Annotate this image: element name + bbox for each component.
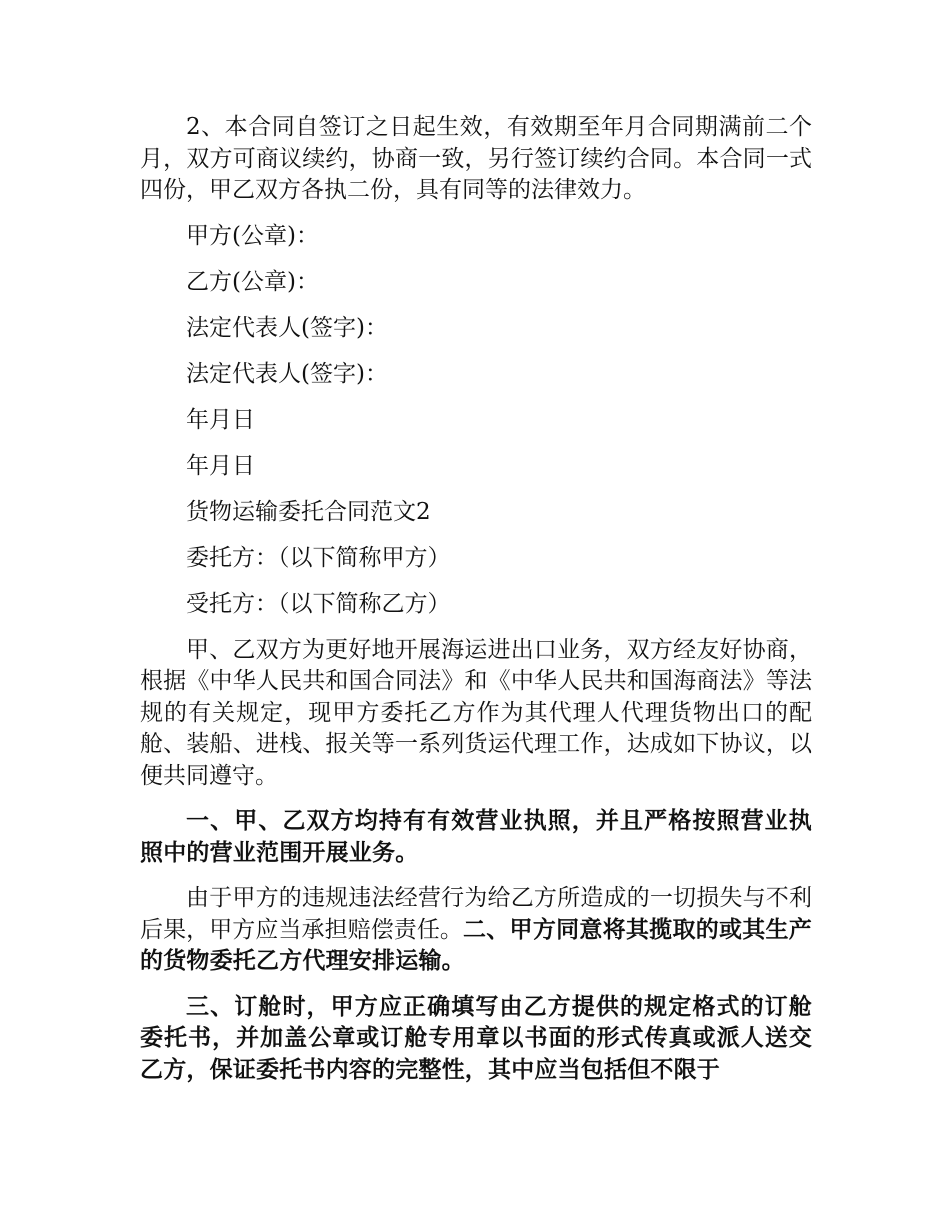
clause-3-paragraph: 三、订舱时，甲方应正确填写由乙方提供的规定格式的订舱委托书，并加盖公章或订舱专用章以书面的形式传真或派人送交乙方，保证委托书内容的完整性，其中应当包括但不限于 <box>140 993 812 1083</box>
liability-paragraph <box>140 883 812 978</box>
validity-paragraph: 2、本合同自签订之日起生效，有效期至年月合同期满前二个月，双方可商议续约，协商一致，另行签订续约合同。本合同一式四份，甲乙双方各执二份，具有同等的法律效力。 <box>140 114 812 203</box>
agent-party-line: 受托方：（以下简称乙方） <box>186 590 451 617</box>
legal-representative-signature-1: 法定代表人(签字)： <box>186 314 388 341</box>
contract-sample-title: 货物运输委托合同范文2 <box>186 498 431 525</box>
date-line-1: 年月日 <box>186 406 255 433</box>
legal-representative-signature-2: 法定代表人(签字)： <box>186 360 388 387</box>
liability-text: 由于甲方的违规违法经营行为给乙方所造成的一切损失与不利后果，甲方应当承担赔偿责任。 <box>140 885 812 943</box>
party-b-seal-line: 乙方(公章)： <box>186 268 319 295</box>
party-a-seal-line: 甲方(公章)： <box>186 222 319 249</box>
clause-2-text: 二、甲方同意将其揽取的或其生产的货物委托乙方代理安排运输。 <box>140 916 812 974</box>
principal-party-line: 委托方：（以下简称甲方） <box>186 544 451 571</box>
date-line-2: 年月日 <box>186 452 255 479</box>
clause-1-paragraph: 一、甲、乙双方均持有有效营业执照，并且严格按照营业执照中的营业范围开展业务。 <box>140 808 812 866</box>
document-body <box>140 112 812 1100</box>
intro-paragraph: 甲、乙双方为更好地开展海运进出口业务，双方经友好协商，根据《中华人民共和国合同法》和《中华人民共和国海商法》等法规的有关规定，现甲方委托乙方作为其代理人代理货物出口的配舱、装船、进栈、报关等一系列货运代理工作，达成如下协议，以便共同遵守。 <box>140 636 812 789</box>
